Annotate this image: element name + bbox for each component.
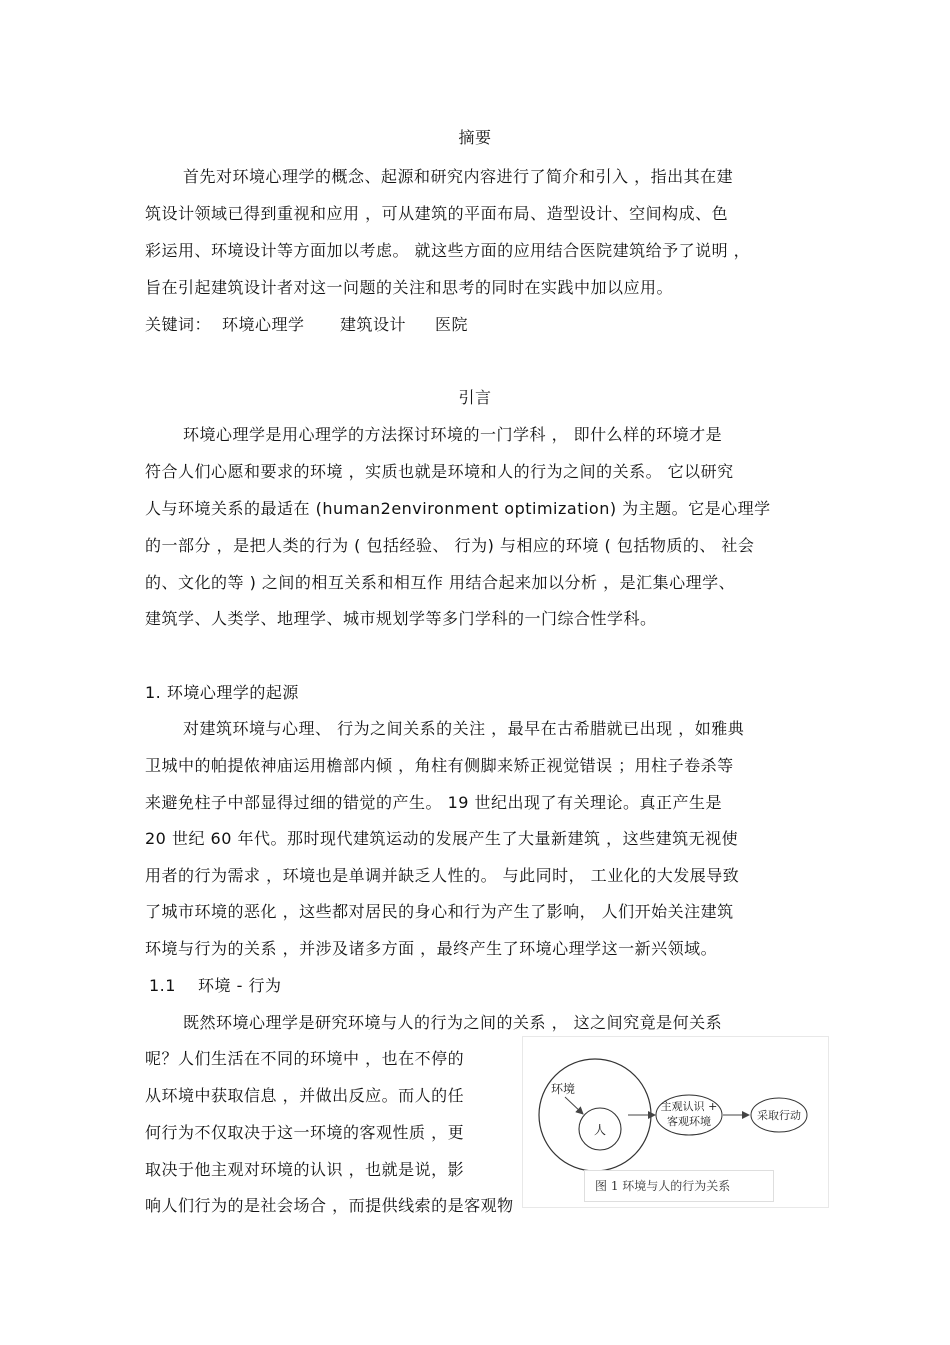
environment-label: 环境 xyxy=(551,1082,576,1096)
section1-line-1: 对建筑环境与心理、 行为之间关系的关注 ，最早在古希腊就已出现 ，如雅典 xyxy=(183,719,745,738)
section1-line-7: 环境与行为的关系 ，并涉及诸多方面 ，最终产生了环境心理学这一新兴领域。 xyxy=(145,939,718,958)
intro-heading: 引言 xyxy=(458,388,492,407)
figure-1-caption: 图 1 环境与人的行为关系 xyxy=(584,1170,774,1202)
abstract-heading: 摘要 xyxy=(458,128,492,147)
subsection-line-1: 既然环境心理学是研究环境与人的行为之间的关系 ， 这之间究竟是何关系 xyxy=(183,1013,723,1032)
env-to-person-arrow xyxy=(565,1097,583,1114)
subsection-line-4: 何行为不仅取决于这一环境的客观性质 ，更 xyxy=(145,1123,465,1142)
subsection-line-2: 呢？人们生活在不同的环境中 ，也在不停的 xyxy=(145,1049,465,1068)
cognition-label-1: 主观认识 + xyxy=(660,1100,718,1113)
intro-line-4: 的一部分 ，是把人类的行为 ( 包括经验、 行为) 与相应的环境 ( 包括物质的、 社会 xyxy=(145,536,755,555)
subsection-line-5: 取决于他主观对环境的认识 ，也就是说，影 xyxy=(145,1160,465,1179)
abstract-line-2: 筑设计领域已得到重视和应用 ，可从建筑的平面布局、造型设计、空间构成、色 xyxy=(145,204,729,223)
section1-line-6: 了城市环境的恶化 ，这些都对居民的身心和行为产生了影响， 人们开始关注建筑 xyxy=(145,902,734,921)
intro-line-5: 的、文化的等 ) 之间的相互关系和相互作 用结合起来加以分析 ，是汇集心理学、 xyxy=(145,573,736,592)
section1-line-5: 用者的行为需求 ，环境也是单调并缺乏人性的。 与此同时， 工业化的大发展导致 xyxy=(145,866,740,885)
subsection-line-3: 从环境中获取信息 ，并做出反应。而人的任 xyxy=(145,1086,465,1105)
section1-line-4: 20 世纪 60 年代。那时现代建筑运动的发展产生了大量新建筑 ，这些建筑无视使 xyxy=(145,829,739,848)
intro-line-6: 建筑学、人类学、地理学、城市规划学等多门学科的一门综合性学科。 xyxy=(145,609,657,628)
intro-line-2: 符合人们心愿和要求的环境 ，实质也就是环境和人的行为之间的关系。 它以研究 xyxy=(145,462,734,481)
subsection-heading: 1.1 环境 - 行为 xyxy=(149,976,282,995)
abstract-line-1: 首先对环境心理学的概念、起源和研究内容进行了简介和引入 ，指出其在建 xyxy=(183,167,734,186)
keyword-1: 环境心理学 xyxy=(222,315,305,334)
intro-line-3: 人与环境关系的最适在 (human2environment optimization) 为主题。它是心理学 xyxy=(145,499,771,518)
keyword-2: 建筑设计 xyxy=(340,315,407,334)
keywords-label: 关键词： xyxy=(145,315,212,334)
cognition-label-2: 客观环境 xyxy=(667,1115,711,1128)
section1-line-2: 卫城中的帕提侬神庙运用檐部内倾 ，角柱有侧脚来矫正视觉错误 ；用柱子卷杀等 xyxy=(145,756,734,775)
section1-heading: 1. 环境心理学的起源 xyxy=(145,683,299,702)
section1-line-3: 来避免柱子中部显得过细的错觉的产生。 19 世纪出现了有关理论。真正产生是 xyxy=(145,793,723,812)
intro-line-1: 环境心理学是用心理学的方法探讨环境的一门学科 ， 即什么样的环境才是 xyxy=(183,425,723,444)
action-label: 采取行动 xyxy=(757,1109,801,1122)
subsection-line-6: 响人们行为的是社会场合 ，而提供线索的是客观物 xyxy=(145,1196,514,1215)
person-label: 人 xyxy=(594,1123,607,1137)
abstract-line-3: 彩运用、环境设计等方面加以考虑。 就这些方面的应用结合医院建筑给予了说明 ， xyxy=(145,241,751,260)
keyword-3: 医院 xyxy=(435,315,469,334)
abstract-line-4: 旨在引起建筑设计者对这一问题的关注和思考的同时在实践中加以应用。 xyxy=(145,278,674,297)
